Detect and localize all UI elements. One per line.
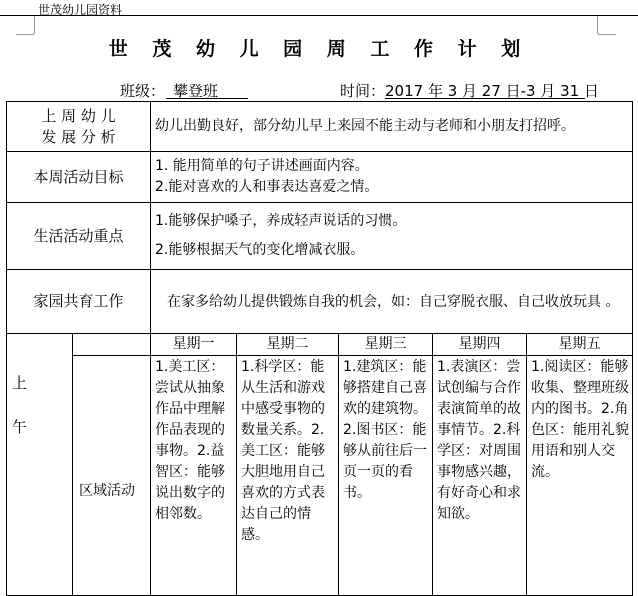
table-row-days [7, 334, 633, 356]
table-row [7, 102, 633, 152]
focus-line: 2.能够根据天气的变化增减衣服。 [155, 242, 365, 258]
row-label-last-week [7, 102, 151, 152]
table-row [7, 203, 633, 270]
focus-line: 1.能够保护嗓子，养成轻声说话的习惯。 [155, 213, 407, 229]
table-row [7, 270, 633, 334]
goal-line: 2.能对喜欢的人和事表达喜爱之情。 [155, 179, 379, 195]
label-line: 发 展 分 析 [41, 127, 116, 146]
activity-monday: 1.美工区：尝试从抽象作品中理解作品表现的事物。2.益智区：能够说出数字的相邻数。 [151, 356, 237, 596]
time-label: 时间： [340, 82, 386, 100]
day-wednesday: 星期三 [339, 334, 433, 356]
activity-label-cell [73, 356, 151, 596]
period-char-2: 午 [12, 418, 28, 436]
life-focus-content [151, 203, 633, 270]
activity-friday: 1.阅读区：能够收集、整理班级内的图书。2.角色区：能用礼貌用语和别人交流。 [527, 356, 633, 596]
label-line: 上 周 幼 儿 [41, 106, 116, 125]
row-label-home-school: 家园共育工作 [7, 270, 151, 334]
header-text: 世茂幼儿园资料 [38, 3, 123, 17]
class-name: 攀登班 [173, 82, 219, 100]
last-week-analysis: 幼儿出勤良好，部分幼儿早上来园不能主动与老师和小朋友打招呼。 [151, 102, 633, 152]
activity-label: 区域活动 [79, 483, 135, 499]
class-label: 班级： [120, 82, 166, 100]
header-rule [0, 15, 638, 16]
day-tuesday: 星期二 [237, 334, 339, 356]
table-row [7, 152, 633, 203]
activity-tuesday: 1.科学区：能从生活和游戏中感受事物的数量关系。2.美工区：能够大胆地用自己喜欢的方式表达自己的情感。 [237, 356, 339, 596]
activity-wednesday: 1.建筑区：能够搭建自己喜欢的建筑物。2.图书区：能够从前往后一页一页的看书。 [339, 356, 433, 596]
day-monday: 星期一 [151, 334, 237, 356]
class-underline [166, 98, 248, 99]
crop-mark-right-v [597, 16, 598, 34]
row-label-weekly-goal: 本周活动目标 [7, 152, 151, 203]
table-row-activities [7, 356, 633, 596]
crop-mark-left-v [34, 16, 35, 34]
blank-cell [73, 334, 151, 356]
weekly-plan-table [6, 101, 633, 596]
home-school-content: 在家多给幼儿提供锻炼自我的机会，如：自己穿脱衣服、自己收放玩具 。 [151, 270, 633, 334]
day-thursday: 星期四 [433, 334, 527, 356]
activity-thursday: 1.表演区：尝试创编与合作表演简单的故事情节。2.科学区：对周围事物感兴趣，有好奇心和求知欲。 [433, 356, 527, 596]
document-title: 世 茂 幼 儿 园 周 工 作 计 划 [108, 38, 530, 60]
time-value: 2017 年 3 月 27 日-3 月 31 日 [385, 82, 599, 100]
time-underline [385, 98, 585, 99]
row-label-life-focus: 生活活动重点 [7, 203, 151, 270]
weekly-goal-content [151, 152, 633, 203]
period-char-1: 上 [12, 374, 28, 392]
day-friday: 星期五 [527, 334, 633, 356]
blank-cell [7, 334, 73, 356]
goal-line: 1. 能用简单的句子讲述画面内容。 [155, 158, 369, 174]
